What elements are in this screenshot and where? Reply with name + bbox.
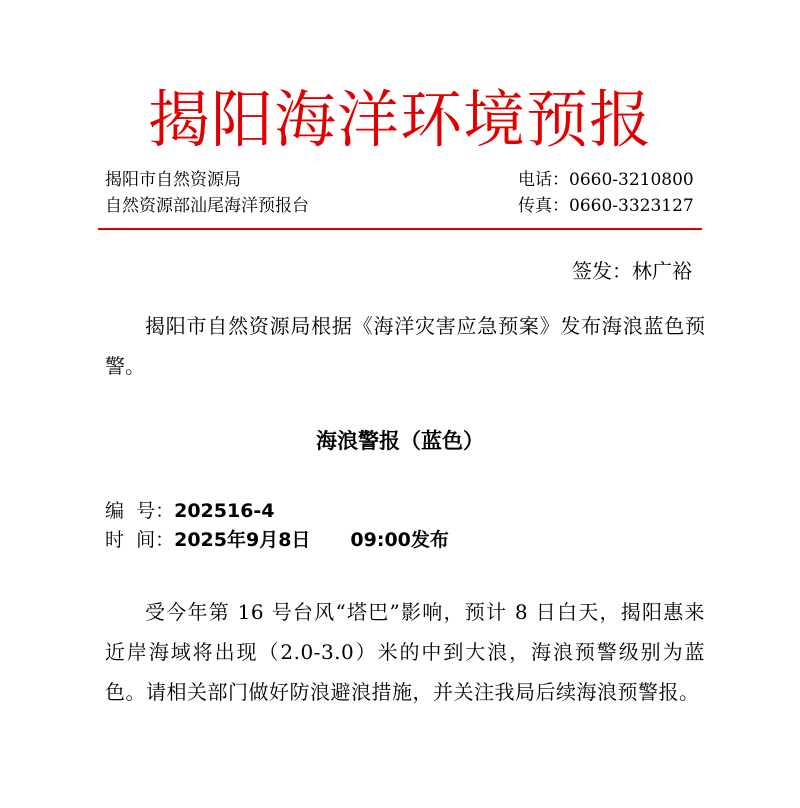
issuer-block xyxy=(105,167,309,219)
intro-paragraph: 揭阳市自然资源局根据《海洋灾害应急预案》发布海浪蓝色预警。 xyxy=(105,314,705,378)
bulletin-time-label: 时 间： xyxy=(105,529,175,551)
bulletin-number-value: 202516-4 xyxy=(174,500,275,522)
issuer-org-2: 自然资源部汕尾海洋预报台 xyxy=(105,196,309,216)
signer: 签发：林广裕 xyxy=(572,259,692,283)
bulletin-time-date: 2025年9月8日 xyxy=(174,529,311,551)
issuer-org-1: 揭阳市自然资源局 xyxy=(105,170,241,190)
contact-block xyxy=(518,167,694,219)
bulletin-number-label: 编 号： xyxy=(105,500,175,522)
header-divider xyxy=(98,228,702,230)
bulletin-time-release: 09:00发布 xyxy=(350,529,449,551)
body-paragraph: 受今年第 16 号台风“塔巴”影响，预计 8 日白天，揭阳惠来近岸海域将出现（2.0-3.0）米的中到大浪，海浪预警级别为蓝色。请相关部门做好防浪避浪措施，并关注我局后续海浪预警报。 xyxy=(105,600,705,704)
bulletin-time-row xyxy=(105,526,449,554)
fax-number: 传真：0660-3323127 xyxy=(518,196,694,216)
phone-number: 电话：0660-3210800 xyxy=(518,170,694,190)
bulletin-number-row xyxy=(105,497,275,525)
masthead-title: 揭阳海洋环境预报 xyxy=(147,83,652,156)
bulletin-title: 海浪警报（蓝色） xyxy=(316,429,484,453)
